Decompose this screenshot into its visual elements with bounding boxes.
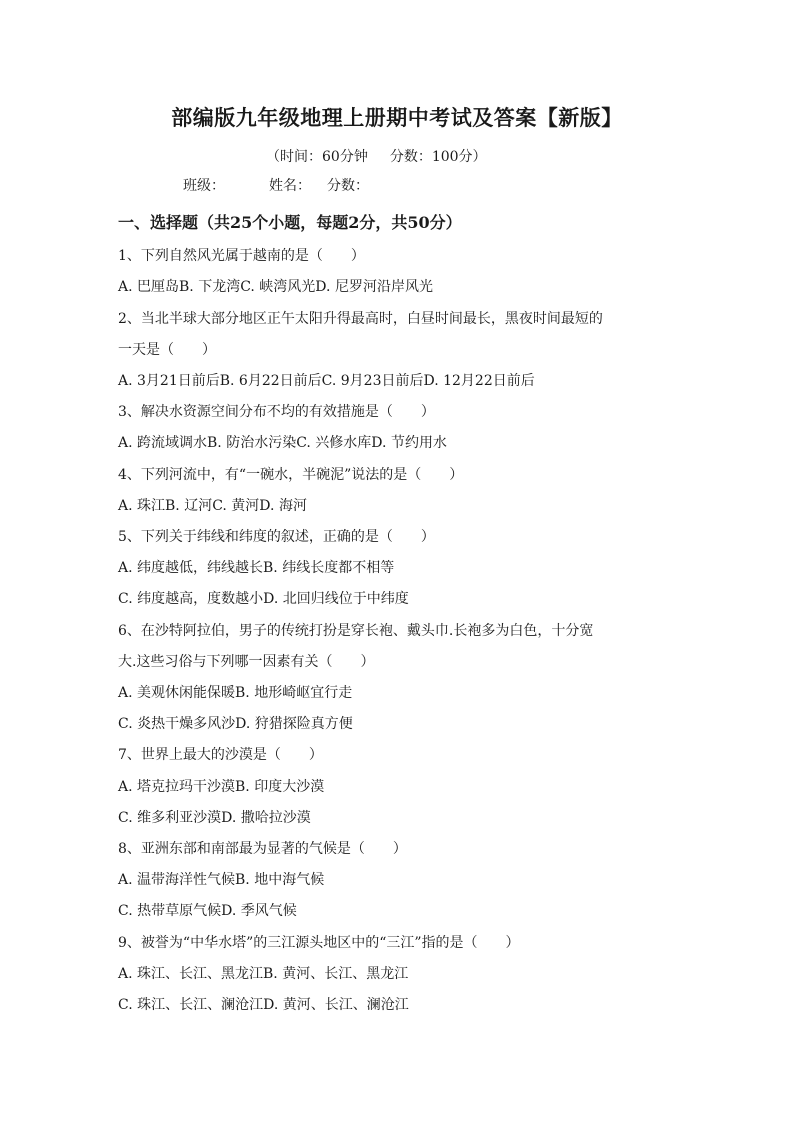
time-info: （时间：60分钟 xyxy=(266,149,368,165)
option-line: A. 跨流域调水B. 防治水污染C. 兴修水库D. 节约用水 xyxy=(118,435,447,451)
option-line: C. 珠江、长江、澜沧江D. 黄河、长江、澜沧江 xyxy=(118,997,409,1013)
option-line: A. 纬度越低，纬线越长B. 纬线长度都不相等 xyxy=(118,560,395,576)
question-line: 6、在沙特阿拉伯，男子的传统打扮是穿长袍、戴头巾.长袍多为白色，十分宽 xyxy=(118,623,594,639)
option-line: C. 炎热干燥多风沙D. 狩猎探险真方便 xyxy=(118,716,353,732)
section-heading: 一、选择题（共25个小题，每题2分，共50分） xyxy=(118,213,462,232)
score-info: 分数：100分） xyxy=(389,149,487,165)
option-line: C. 纬度越高，度数越小D. 北回归线位于中纬度 xyxy=(118,591,409,607)
student-info xyxy=(183,175,369,195)
option-line: A. 巴厘岛B. 下龙湾C. 峡湾风光D. 尼罗河沿岸风光 xyxy=(118,279,433,295)
question-line: 3、解决水资源空间分布不均的有效措施是（ ） xyxy=(118,404,435,420)
page-title: 部编版九年级地理上册期中考试及答案【新版】 xyxy=(171,105,623,130)
option-line: A. 珠江、长江、黑龙江B. 黄河、长江、黑龙江 xyxy=(118,966,409,982)
exam-time-score xyxy=(266,146,487,166)
question-line: 2、当北半球大部分地区正午太阳升得最高时，白昼时间最长，黑夜时间最短的 xyxy=(118,311,603,327)
class-label: 班级： xyxy=(183,178,225,194)
option-line: A. 珠江B. 辽河C. 黄河D. 海河 xyxy=(118,498,307,514)
option-line: C. 热带草原气候D. 季风气候 xyxy=(118,903,297,919)
question-line: 5、下列关于纬线和纬度的叙述，正确的是（ ） xyxy=(118,529,435,545)
question-line: 一天是（ ） xyxy=(118,342,216,358)
option-line: A. 温带海洋性气候B. 地中海气候 xyxy=(118,872,325,888)
score-label: 分数： xyxy=(327,178,369,194)
option-line: A. 3月21日前后B. 6月22日前后C. 9月23日前后D. 12月22日前后 xyxy=(118,373,535,389)
question-line: 1、下列自然风光属于越南的是（ ） xyxy=(118,248,365,264)
question-line: 7、世界上最大的沙漠是（ ） xyxy=(118,747,323,763)
option-line: A. 塔克拉玛干沙漠B. 印度大沙漠 xyxy=(118,779,325,795)
name-label: 姓名： xyxy=(269,178,311,194)
option-line: A. 美观休闲能保暖B. 地形崎岖宜行走 xyxy=(118,685,353,701)
question-line: 9、被誉为“中华水塔”的三江源头地区中的“三江”指的是（ ） xyxy=(118,935,520,951)
question-line: 8、亚洲东部和南部最为显著的气候是（ ） xyxy=(118,841,407,857)
option-line: C. 维多利亚沙漠D. 撒哈拉沙漠 xyxy=(118,810,311,826)
question-line: 大.这些习俗与下列哪一因素有关（ ） xyxy=(118,654,375,670)
question-line: 4、下列河流中，有“一碗水，半碗泥”说法的是（ ） xyxy=(118,467,464,483)
